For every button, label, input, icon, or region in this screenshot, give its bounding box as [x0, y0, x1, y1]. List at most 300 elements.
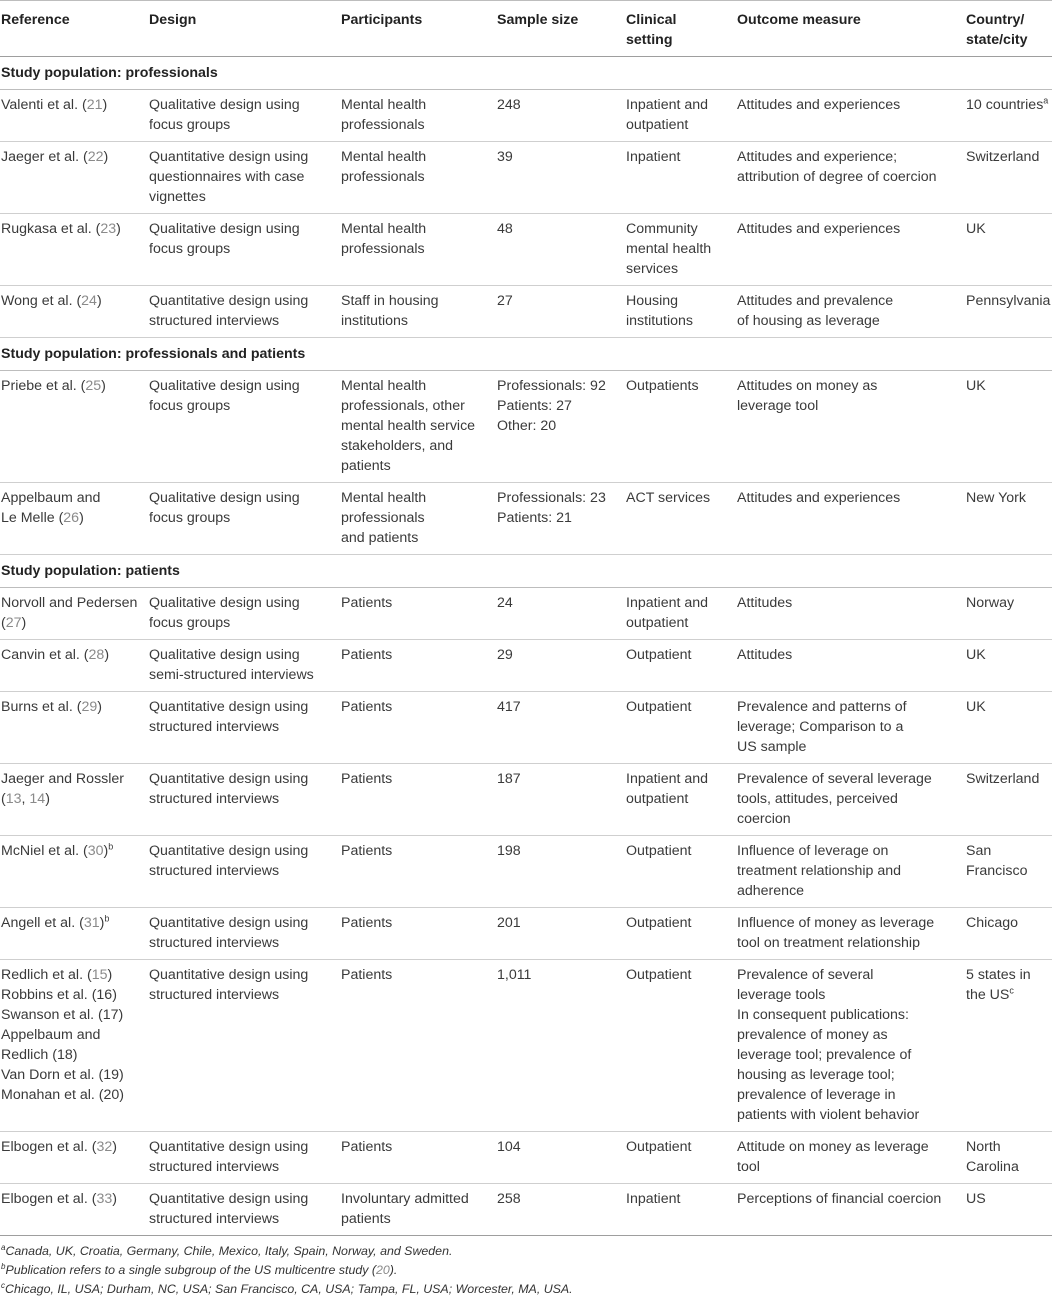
reference-authors: Priebe et al. (	[1, 378, 86, 394]
footnote-mark: b	[108, 841, 114, 852]
cell-sample-size-text: 29	[497, 647, 513, 663]
reference-number: 32	[96, 1139, 113, 1155]
cell-sample-size	[497, 90, 626, 142]
country-name: UK	[966, 647, 986, 663]
table-row	[0, 960, 1052, 1132]
reference-close: )	[112, 1139, 117, 1155]
cell-clinical-setting-text: Outpatient	[626, 1139, 692, 1155]
cell-design-text: Quantitative design using questionnaires with case vignettes	[149, 149, 309, 205]
cell-sample-size-text: 39	[497, 149, 513, 165]
cell-reference	[0, 142, 149, 214]
reference-text	[1, 376, 149, 396]
reference-close: )	[112, 1191, 117, 1207]
cell-country	[966, 371, 1052, 483]
reference-close: )	[99, 915, 105, 931]
reference-text	[1, 1137, 149, 1157]
cell-outcome-measure	[737, 142, 966, 214]
cell-design-text: Quantitative design using structured interviews	[149, 771, 309, 807]
country-text	[966, 219, 1052, 239]
cell-reference	[0, 483, 149, 555]
cell-country	[966, 483, 1052, 555]
reference-text	[1, 291, 149, 311]
cell-outcome-measure-text: Perceptions of financial coercion	[737, 1191, 942, 1207]
cell-reference	[0, 1132, 149, 1184]
reference-number: 29	[81, 699, 98, 715]
cell-design-text: Qualitative design using focus groups	[149, 378, 300, 414]
table-row	[0, 90, 1052, 142]
reference-authors: Canvin et al. (	[1, 647, 89, 663]
table-row	[0, 764, 1052, 836]
cell-clinical-setting-text: Inpatient and outpatient	[626, 97, 709, 133]
country-name: Norway	[966, 595, 1015, 611]
cell-sample-size-text: 48	[497, 221, 513, 237]
cell-participants	[341, 214, 497, 286]
reference-separator: ,	[21, 791, 30, 807]
cell-sample-size-text: Professionals: 23 Patients: 21	[497, 490, 606, 526]
country-text	[966, 1189, 1052, 1209]
cell-sample-size-text: 104	[497, 1139, 521, 1155]
cell-design-text: Qualitative design using focus groups	[149, 490, 300, 526]
header-clinical-setting: Clinical setting	[626, 1, 737, 57]
table-row	[0, 142, 1052, 214]
cell-outcome-measure-text: Influence of leverage on treatment relationship and adherence	[737, 843, 902, 899]
cell-reference	[0, 90, 149, 142]
cell-country	[966, 214, 1052, 286]
cell-sample-size	[497, 371, 626, 483]
cell-design-text: Qualitative design using focus groups	[149, 221, 300, 257]
cell-design-text: Qualitative design using focus groups	[149, 595, 300, 631]
cell-sample-size	[497, 1132, 626, 1184]
country-name: San Francisco	[966, 843, 1028, 879]
table-row	[0, 483, 1052, 555]
reference-close: )	[101, 378, 106, 394]
reference-authors: Valenti et al. (	[1, 97, 87, 113]
country-name: 5 states in the US	[966, 967, 1031, 1003]
cell-participants-text: Mental health professionals	[341, 221, 427, 257]
reference-authors: Elbogen et al. (	[1, 1191, 97, 1207]
reference-text	[1, 645, 149, 665]
cell-participants-text: Patients	[341, 1139, 393, 1155]
footnote-mark: c	[1009, 985, 1014, 996]
cell-participants-text: Mental health professionals and patients	[341, 490, 427, 546]
cell-design-text: Quantitative design using structured interviews	[149, 699, 309, 735]
reference-authors: Jaeger and Rossler (	[1, 771, 125, 807]
reference-close: )	[102, 97, 108, 113]
reference-text	[1, 95, 149, 115]
cell-clinical-setting-text: Inpatient and outpatient	[626, 771, 709, 807]
cell-participants	[341, 908, 497, 960]
cell-clinical-setting-text: Outpatient	[626, 647, 692, 663]
cell-outcome-measure-text: Attitudes	[737, 647, 793, 663]
reference-number: 33	[96, 1191, 113, 1207]
cell-reference	[0, 836, 149, 908]
cell-clinical-setting	[626, 371, 737, 483]
cell-clinical-setting-text: Outpatient	[626, 843, 692, 859]
country-text	[966, 593, 1052, 613]
reference-close: )	[103, 843, 109, 859]
cell-sample-size-text: 1,011	[497, 967, 532, 983]
country-text	[966, 291, 1052, 311]
cell-participants	[341, 960, 497, 1132]
table-row	[0, 286, 1052, 338]
cell-design	[149, 588, 341, 640]
reference-authors: Angell et al. (	[1, 915, 84, 931]
country-text	[966, 841, 1052, 881]
footnote-mark: b	[104, 913, 110, 924]
cell-country	[966, 908, 1052, 960]
cell-country	[966, 588, 1052, 640]
cell-sample-size	[497, 214, 626, 286]
cell-sample-size-text: 201	[497, 915, 521, 931]
cell-clinical-setting	[626, 908, 737, 960]
footnote-b: $^b$Publication refers to a single subgroup of the US multicentre study (20).	[1, 1261, 398, 1277]
reference-authors: Appelbaum and Le Melle (	[1, 490, 101, 526]
cell-participants-text: Patients	[341, 595, 393, 611]
cell-sample-size-text: Professionals: 92 Patients: 27 Other: 20	[497, 378, 606, 434]
country-name: Pennsylvania	[966, 293, 1051, 309]
cell-clinical-setting	[626, 764, 737, 836]
cell-design	[149, 1132, 341, 1184]
cell-participants	[341, 286, 497, 338]
cell-sample-size	[497, 908, 626, 960]
cell-clinical-setting-text: ACT services	[626, 490, 711, 506]
cell-sample-size-text: 187	[497, 771, 521, 787]
cell-design	[149, 371, 341, 483]
cell-country	[966, 836, 1052, 908]
cell-sample-size	[497, 960, 626, 1132]
cell-participants-text: Patients	[341, 647, 393, 663]
reference-text	[1, 965, 149, 1105]
cell-outcome-measure	[737, 588, 966, 640]
reference-number: 27	[5, 615, 22, 631]
reference-number: 14	[29, 791, 46, 807]
cell-country	[966, 1132, 1052, 1184]
cell-participants	[341, 836, 497, 908]
group-row	[0, 338, 1052, 371]
cell-sample-size-text: 198	[497, 843, 521, 859]
cell-reference	[0, 764, 149, 836]
footnote-mark: a	[1043, 95, 1049, 106]
reference-close: )	[79, 510, 84, 526]
cell-participants	[341, 1184, 497, 1236]
cell-design-text: Quantitative design using structured interviews	[149, 915, 309, 951]
country-text	[966, 1137, 1052, 1177]
reference-close: )	[104, 647, 110, 663]
cell-design	[149, 90, 341, 142]
cell-design-text: Quantitative design using structured interviews	[149, 293, 309, 329]
cell-sample-size	[497, 142, 626, 214]
cell-participants	[341, 640, 497, 692]
cell-design-text: Quantitative design using structured interviews	[149, 1139, 309, 1175]
cell-participants	[341, 371, 497, 483]
reference-authors: Elbogen et al. (	[1, 1139, 97, 1155]
cell-design	[149, 692, 341, 764]
cell-reference	[0, 371, 149, 483]
cell-clinical-setting-text: Outpatient	[626, 699, 692, 715]
country-text	[966, 965, 1052, 1005]
cell-outcome-measure-text: Prevalence of several leverage tools, attitudes, perceived coercion	[737, 771, 932, 827]
table-row	[0, 588, 1052, 640]
reference-number: 24	[81, 293, 97, 309]
header-country: Country/ state/city	[966, 1, 1052, 57]
cell-participants	[341, 764, 497, 836]
cell-outcome-measure-text: Attitudes	[737, 595, 793, 611]
cell-sample-size	[497, 286, 626, 338]
group-row	[0, 57, 1052, 90]
cell-country	[966, 764, 1052, 836]
country-name: UK	[966, 221, 986, 237]
cell-design	[149, 1184, 341, 1236]
group-row	[0, 555, 1052, 588]
footnote-a: $^a$Canada, UK, Croatia, Germany, Chile, Mexico, Italy, Spain, Norway, and Sweden.	[1, 1242, 453, 1258]
cell-country	[966, 142, 1052, 214]
country-text	[966, 769, 1052, 789]
cell-outcome-measure-text: Attitudes and experiences	[737, 97, 901, 113]
cell-participants-text: Patients	[341, 771, 393, 787]
cell-sample-size	[497, 1184, 626, 1236]
country-name: Switzerland	[966, 149, 1040, 165]
cell-clinical-setting	[626, 90, 737, 142]
cell-design-text: Quantitative design using structured interviews	[149, 967, 309, 1003]
table-footnotes	[0, 1236, 1052, 1299]
reference-close: )	[45, 791, 50, 807]
cell-reference	[0, 640, 149, 692]
cell-sample-size-text: 248	[497, 97, 521, 113]
cell-outcome-measure-text: Attitudes and experience; attribution of degree of coercion	[737, 149, 937, 185]
footnote-c: $^c$Chicago, IL, USA; Durham, NC, USA; San Francisco, CA, USA; Tampa, FL, USA; Worcester, MA, USA.	[1, 1280, 573, 1296]
cell-outcome-measure	[737, 483, 966, 555]
cell-design	[149, 286, 341, 338]
country-name: Switzerland	[966, 771, 1040, 787]
reference-close: )	[116, 221, 121, 237]
cell-clinical-setting	[626, 142, 737, 214]
cell-outcome-measure-text: Attitudes on money as leverage tool	[737, 378, 878, 414]
cell-clinical-setting	[626, 286, 737, 338]
cell-design-text: Qualitative design using focus groups	[149, 97, 300, 133]
cell-country	[966, 90, 1052, 142]
cell-participants-text: Patients	[341, 699, 393, 715]
cell-outcome-measure	[737, 836, 966, 908]
reference-number: 30	[87, 843, 104, 859]
reference-authors: Wong et al. (	[1, 293, 82, 309]
cell-reference	[0, 960, 149, 1132]
cell-sample-size-text: 258	[497, 1191, 521, 1207]
reference-authors: Burns et al. (	[1, 699, 82, 715]
cell-participants	[341, 1132, 497, 1184]
cell-outcome-measure	[737, 286, 966, 338]
country-name: UK	[966, 699, 986, 715]
cell-design	[149, 960, 341, 1132]
header-row	[0, 1, 1052, 57]
cell-clinical-setting-text: Outpatient	[626, 967, 692, 983]
cell-outcome-measure-text: Attitudes and experiences	[737, 221, 901, 237]
cell-participants	[341, 90, 497, 142]
cell-sample-size-text: 24	[497, 595, 513, 611]
cell-outcome-measure	[737, 908, 966, 960]
reference-close: ) Robbins et al. (16) Swanson et al. (17) Appelbaum and Redlich (18) Van Dorn et al. (19) Monahan et al. (20)	[1, 967, 125, 1103]
cell-outcome-measure	[737, 640, 966, 692]
cell-sample-size	[497, 692, 626, 764]
cell-reference	[0, 286, 149, 338]
group-label: Study population: professionals and patients	[0, 338, 1052, 371]
country-text	[966, 488, 1052, 508]
reference-text	[1, 488, 149, 528]
cell-country	[966, 286, 1052, 338]
cell-clinical-setting	[626, 1184, 737, 1236]
cell-outcome-measure	[737, 1132, 966, 1184]
cell-reference	[0, 692, 149, 764]
cell-sample-size-text: 27	[497, 293, 513, 309]
cell-country	[966, 1184, 1052, 1236]
reference-text	[1, 593, 149, 633]
reference-text	[1, 697, 149, 717]
table-row	[0, 640, 1052, 692]
reference-text	[1, 913, 149, 933]
cell-participants	[341, 588, 497, 640]
table-row	[0, 371, 1052, 483]
cell-outcome-measure	[737, 1184, 966, 1236]
cell-clinical-setting-text: Inpatient	[626, 149, 681, 165]
cell-design	[149, 142, 341, 214]
reference-number: 23	[100, 221, 117, 237]
reference-close: )	[96, 293, 102, 309]
cell-clinical-setting	[626, 214, 737, 286]
reference-authors: Norvoll and Pedersen (	[1, 595, 138, 631]
cell-design	[149, 908, 341, 960]
reference-number: 31	[83, 915, 100, 931]
country-text	[966, 913, 1052, 933]
cell-clinical-setting-text: Housing institutions	[626, 293, 694, 329]
reference-text	[1, 147, 149, 167]
cell-reference	[0, 908, 149, 960]
cell-design	[149, 483, 341, 555]
cell-sample-size	[497, 588, 626, 640]
cell-participants	[341, 692, 497, 764]
country-name: North Carolina	[966, 1139, 1019, 1175]
cell-participants-text: Patients	[341, 843, 393, 859]
reference-number: 25	[85, 378, 102, 394]
cell-participants-text: Staff in housing institutions	[341, 293, 439, 329]
cell-clinical-setting	[626, 588, 737, 640]
group-label: Study population: professionals	[0, 57, 1052, 90]
reference-close: )	[21, 615, 27, 631]
reference-authors: Rugkasa et al. (	[1, 221, 101, 237]
cell-outcome-measure	[737, 90, 966, 142]
cell-sample-size	[497, 640, 626, 692]
cell-design-text: Quantitative design using structured interviews	[149, 843, 309, 879]
reference-number: 13	[5, 791, 22, 807]
cell-participants	[341, 142, 497, 214]
cell-clinical-setting	[626, 960, 737, 1132]
cell-design	[149, 764, 341, 836]
cell-sample-size	[497, 764, 626, 836]
header-participants: Participants	[341, 1, 497, 57]
cell-participants-text: Patients	[341, 967, 393, 983]
reference-close: )	[103, 149, 109, 165]
cell-participants	[341, 483, 497, 555]
cell-participants-text: Involuntary admitted patients	[341, 1191, 469, 1227]
reference-authors: Jaeger et al. (	[1, 149, 88, 165]
cell-clinical-setting	[626, 1132, 737, 1184]
reference-number: 28	[88, 647, 105, 663]
reference-number: 22	[87, 149, 104, 165]
cell-sample-size	[497, 483, 626, 555]
cell-participants-text: Mental health professionals	[341, 97, 427, 133]
cell-outcome-measure	[737, 764, 966, 836]
cell-outcome-measure-text: Influence of money as leverage tool on treatment relationship	[737, 915, 935, 951]
reference-number: 26	[63, 510, 80, 526]
cell-clinical-setting	[626, 836, 737, 908]
cell-sample-size	[497, 836, 626, 908]
reference-text	[1, 841, 149, 861]
cell-clinical-setting-text: Community mental health services	[626, 221, 712, 277]
reference-text	[1, 219, 149, 239]
cell-clinical-setting-text: Inpatient	[626, 1191, 681, 1207]
cell-outcome-measure	[737, 371, 966, 483]
cell-country	[966, 960, 1052, 1132]
table-row	[0, 1132, 1052, 1184]
cell-outcome-measure-text: Attitudes and prevalence of housing as leverage	[737, 293, 894, 329]
cell-sample-size-text: 417	[497, 699, 521, 715]
table-row	[0, 908, 1052, 960]
group-label: Study population: patients	[0, 555, 1052, 588]
cell-participants-text: Patients	[341, 915, 393, 931]
country-name: New York	[966, 490, 1026, 506]
cell-outcome-measure-text: Prevalence of several leverage tools In consequent publications: prevalence of money as leverage tool; prevalence of housing as leverage tool; prevalence of leverage in patients with violent behavior	[737, 967, 920, 1123]
header-outcome-measure: Outcome measure	[737, 1, 966, 57]
reference-number: 21	[86, 97, 103, 113]
header-sample-size: Sample size	[497, 1, 626, 57]
cell-clinical-setting-text: Outpatient	[626, 915, 692, 931]
cell-reference	[0, 1184, 149, 1236]
cell-participants-text: Mental health professionals, other mental health service stakeholders, and patients	[341, 378, 476, 474]
cell-outcome-measure-text: Prevalence and patterns of leverage; Comparison to a US sample	[737, 699, 907, 755]
cell-design	[149, 214, 341, 286]
table-row	[0, 692, 1052, 764]
country-text	[966, 376, 1052, 396]
cell-clinical-setting-text: Inpatient and outpatient	[626, 595, 709, 631]
country-text	[966, 147, 1052, 167]
cell-participants-text: Mental health professionals	[341, 149, 427, 185]
cell-clinical-setting	[626, 483, 737, 555]
reference-text	[1, 1189, 149, 1209]
cell-design-text: Quantitative design using structured interviews	[149, 1191, 309, 1227]
country-name: 10 countries	[966, 97, 1044, 113]
header-design: Design	[149, 1, 341, 57]
cell-country	[966, 640, 1052, 692]
table-row	[0, 214, 1052, 286]
reference-close: )	[97, 699, 102, 715]
cell-clinical-setting	[626, 640, 737, 692]
header-reference: Reference	[0, 1, 149, 57]
cell-reference	[0, 588, 149, 640]
table-row	[0, 1184, 1052, 1236]
cell-outcome-measure	[737, 960, 966, 1132]
cell-outcome-measure-text: Attitudes and experiences	[737, 490, 901, 506]
reference-number: 15	[91, 967, 108, 983]
country-text	[966, 697, 1052, 717]
cell-outcome-measure	[737, 214, 966, 286]
cell-clinical-setting	[626, 692, 737, 764]
reference-authors: Redlich et al. (	[1, 967, 92, 983]
cell-design-text: Qualitative design using semi-structured interviews	[149, 647, 314, 683]
reference-authors: McNiel et al. (	[1, 843, 88, 859]
table-row	[0, 836, 1052, 908]
reference-text	[1, 769, 149, 809]
country-text	[966, 645, 1052, 665]
cell-country	[966, 692, 1052, 764]
cell-outcome-measure	[737, 692, 966, 764]
